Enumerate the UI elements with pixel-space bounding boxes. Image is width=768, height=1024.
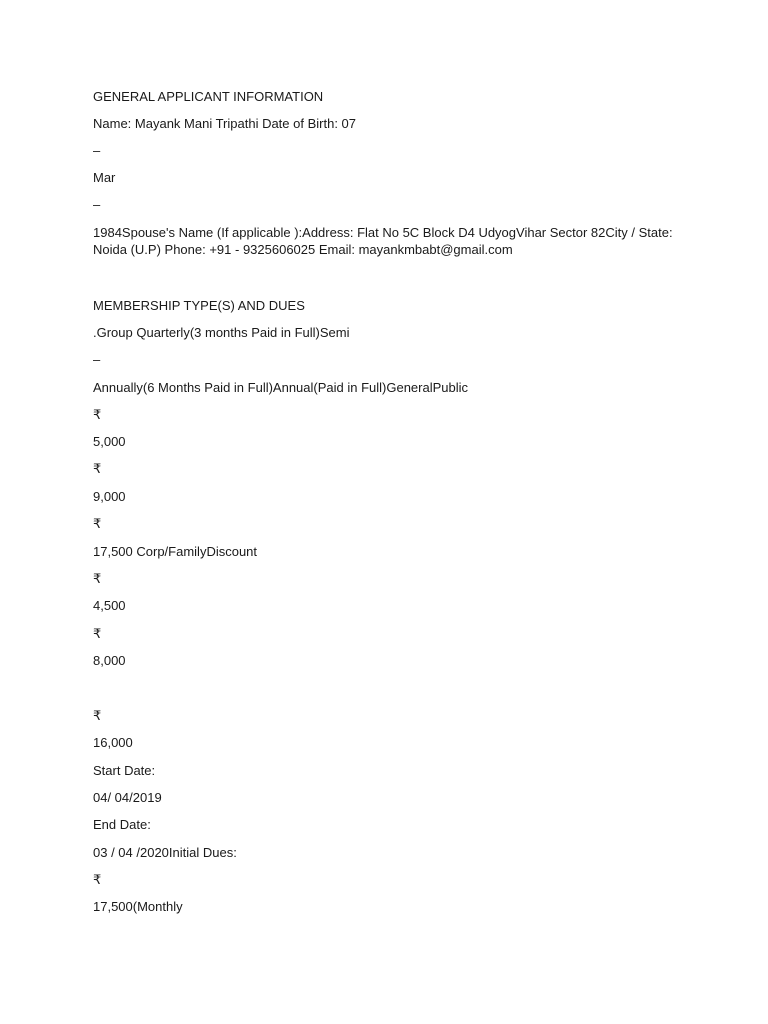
rupee-symbol: ₹	[93, 571, 102, 586]
rupee-symbol: ₹	[93, 708, 102, 723]
dues-amount: 4,500	[93, 598, 126, 613]
rupee-symbol: ₹	[93, 407, 102, 422]
dash-line: –	[93, 143, 101, 158]
section-heading-applicant-info: GENERAL APPLICANT INFORMATION	[93, 89, 324, 104]
membership-types-continued-line: Annually(6 Months Paid in Full)Annual(Paid in Full)GeneralPublic	[93, 380, 469, 395]
rupee-symbol: ₹	[93, 626, 102, 641]
dob-month-line: Mar	[93, 170, 116, 185]
membership-types-line: .Group Quarterly(3 months Paid in Full)Semi	[93, 325, 350, 340]
dues-amount: 9,000	[93, 489, 126, 504]
end-date-initial-dues-line: 03 / 04 /2020Initial Dues:	[93, 845, 237, 860]
rupee-symbol: ₹	[93, 461, 102, 476]
dash-line: –	[93, 352, 101, 367]
dues-amount: 16,000	[93, 735, 133, 750]
end-date-label: End Date:	[93, 817, 151, 832]
start-date-value: 04/ 04/2019	[93, 790, 162, 805]
name-dob-line: Name: Mayank Mani Tripathi Date of Birth: 07	[93, 116, 357, 131]
contact-details-paragraph: 1984Spouse's Name (If applicable ):Address: Flat No 5C Block D4 UdyogVihar Sector 82City / State: Noida (U.P) Phone: +91 - 9325606025 Email: mayankmbabt@gmail.com	[93, 225, 673, 257]
dues-amount: 5,000	[93, 434, 126, 449]
dues-amount: 8,000	[93, 653, 126, 668]
section-heading-membership: MEMBERSHIP TYPE(S) AND DUES	[93, 298, 305, 313]
start-date-label: Start Date:	[93, 763, 156, 778]
rupee-symbol: ₹	[93, 516, 102, 531]
dash-line: –	[93, 197, 101, 212]
rupee-symbol: ₹	[93, 872, 102, 887]
initial-dues-amount: 17,500(Monthly	[93, 899, 183, 914]
dues-amount-corp-family: 17,500 Corp/FamilyDiscount	[93, 544, 258, 559]
